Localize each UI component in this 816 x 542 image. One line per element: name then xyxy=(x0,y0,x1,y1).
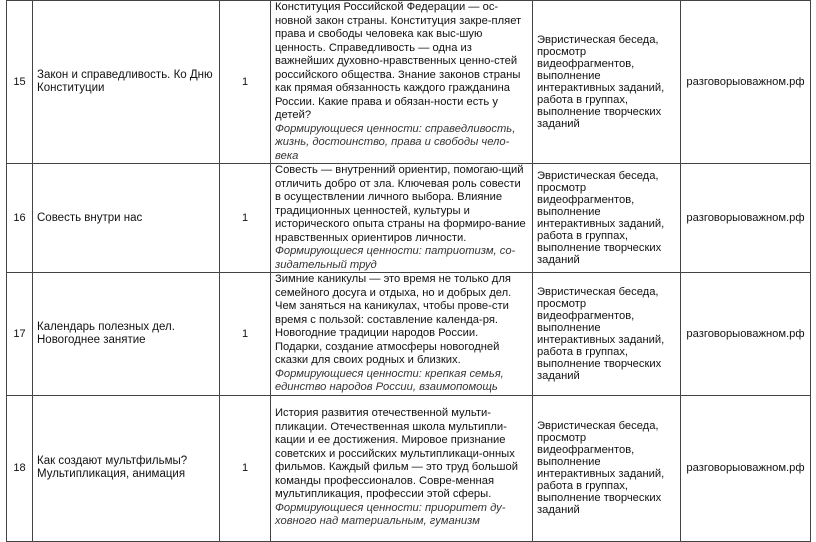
lesson-plan-table xyxy=(6,0,811,542)
lesson-hours: 1 xyxy=(220,273,271,396)
lesson-topic: Закон и справедливость. Ко Дню Конституции xyxy=(33,1,220,164)
lesson-hours: 1 xyxy=(220,395,271,541)
lesson-number: 15 xyxy=(7,1,33,164)
lesson-values: Формирующиеся ценности: крепкая семья, единство народов России, взаимопомощь xyxy=(275,367,504,393)
lesson-content: Совесть — внутренний ориентир, помогаю-щий отличить добро от зла. Ключевая роль совести в осуществлении личного выбора. Влияние традиционных ценностей, культуры и исторического опыта страны на формиро-вание нравственных ориентиров личности. xyxy=(275,164,526,244)
lesson-activity: Эвристическая беседа, просмотр видеофрагментов, выполнение интерактивных заданий, работа в группах, выполнение творческих заданий xyxy=(533,273,681,396)
lesson-number: 18 xyxy=(7,395,33,541)
lesson-resource: разговорыоважном.рф xyxy=(681,395,811,541)
lesson-hours: 1 xyxy=(220,1,271,164)
lesson-content: История развития отечественной мульти-пликации. Отечественная школа мультипли-кации и ее достижения. Мировое признание советских и российских мультипликаци-онных фильмов. Каждый фильм — это труд большой команды профессионалов. Совре-менная мультипликация, профессии этой сферы. xyxy=(275,407,518,501)
lesson-resource: разговорыоважном.рф xyxy=(681,273,811,396)
lesson-topic: Совесть внутри нас xyxy=(33,164,220,273)
lesson-topic: Как создают мультфильмы? Мультипликация, анимация xyxy=(33,395,220,541)
lesson-activity: Эвристическая беседа, просмотр видеофрагментов, выполнение интерактивных заданий, работа в группах, выполнение творческих заданий xyxy=(533,1,681,164)
lesson-content-cell xyxy=(271,1,533,164)
lesson-hours: 1 xyxy=(220,164,271,273)
table-row xyxy=(7,273,811,396)
lesson-values: Формирующиеся ценности: справедливость, жизнь, достоинство, права и свободы чело-века xyxy=(275,122,516,162)
lesson-values: Формирующиеся ценности: патриотизм, со-зидательный труд xyxy=(275,245,516,271)
lesson-content-cell xyxy=(271,395,533,541)
lesson-activity: Эвристическая беседа, просмотр видеофрагментов, выполнение интерактивных заданий, работа в группах, выполнение творческих заданий xyxy=(533,395,681,541)
lesson-content: Конституция Российской Федерации — ос-новной закон страны. Конституция закре-пляет права и свободы человека как выс-шую ценность. Справедливость — одна из важнейших духовно-нравственных ценно-стей российского общества. Знание законов страны как прямая обязанность каждого гражданина России. Какие права и обязан-ности есть у детей? xyxy=(275,1,522,121)
lesson-content-cell xyxy=(271,164,533,273)
lesson-number: 17 xyxy=(7,273,33,396)
lesson-content: Зимние каникулы — это время не только для семейного досуга и отдыха, но и добрых дел. Чем заняться на каникулах, чтобы прове-сти время с пользой: составление календа-ря. Новогодние традиции народов России. Подарки, создание атмосферы новогодней сказки для своих родных и близких. xyxy=(275,273,512,366)
table-row xyxy=(7,395,811,541)
table-row xyxy=(7,1,811,164)
lesson-resource: разговорыоважном.рф xyxy=(681,164,811,273)
lesson-number: 16 xyxy=(7,164,33,273)
lesson-resource: разговорыоважном.рф xyxy=(681,1,811,164)
lesson-values: Формирующиеся ценности: приоритет ду-ховного над материальным, гуманизм xyxy=(275,501,506,528)
lesson-content-cell xyxy=(271,273,533,396)
table-row xyxy=(7,164,811,273)
lesson-topic: Календарь полезных дел. Новогоднее занятие xyxy=(33,273,220,396)
lesson-activity: Эвристическая беседа, просмотр видеофрагментов, выполнение интерактивных заданий, работа в группах, выполнение творческих заданий xyxy=(533,164,681,273)
